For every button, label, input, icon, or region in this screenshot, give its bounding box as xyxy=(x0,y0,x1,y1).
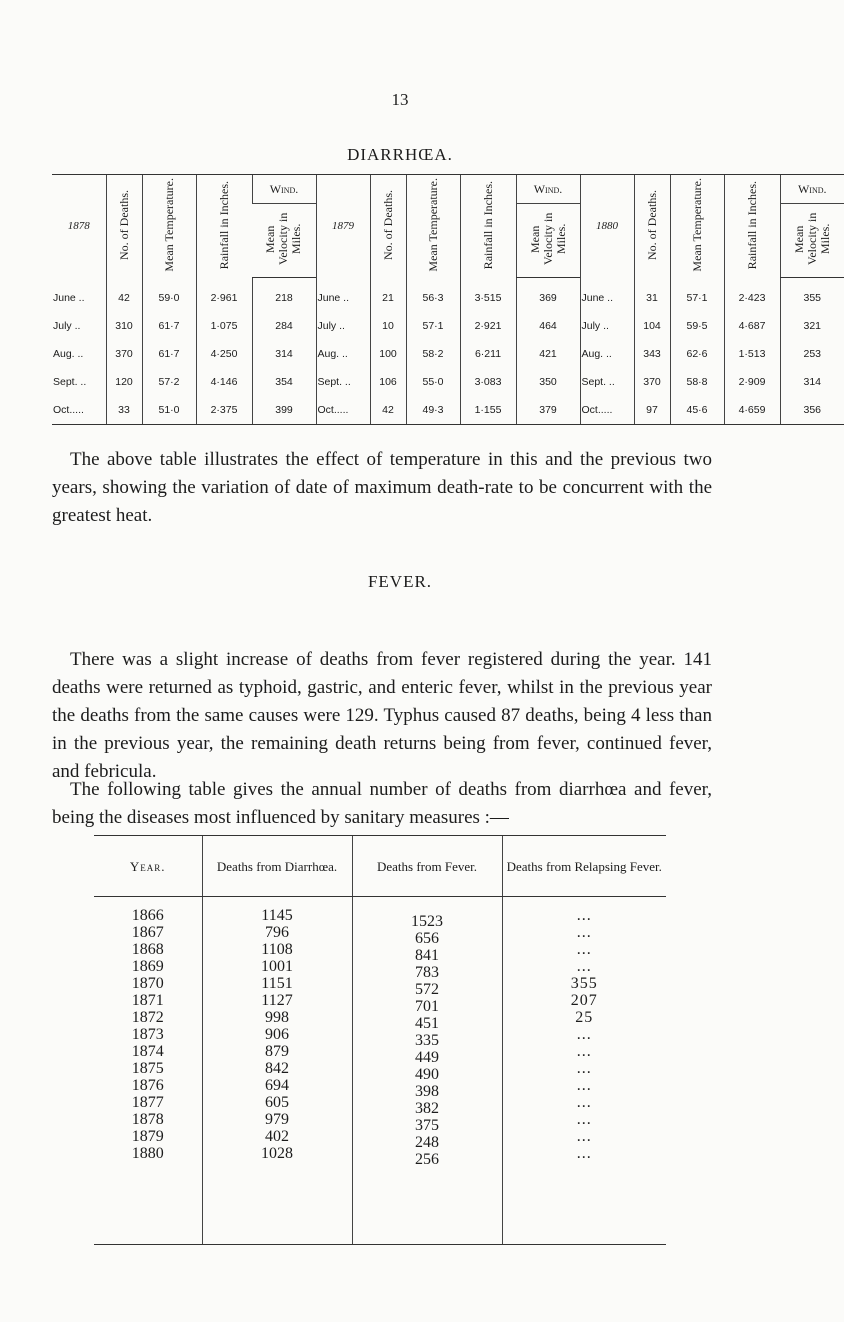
deaths-cell: 42 xyxy=(370,396,406,425)
table-cell: 605 xyxy=(265,1094,289,1111)
wind-velocity-cell: 369 xyxy=(516,278,580,313)
month-cell: Aug. .. xyxy=(316,340,370,368)
table-cell: 248 xyxy=(415,1134,439,1151)
table-cell: 783 xyxy=(415,964,439,981)
table-cell: 841 xyxy=(415,947,439,964)
wind-velocity-cell: 253 xyxy=(780,340,844,368)
rainfall-cell: 2·423 xyxy=(724,278,780,313)
column-header: Mean Temperature. xyxy=(406,175,460,278)
temperature-cell: 62·6 xyxy=(670,340,724,368)
table-cell: ... xyxy=(576,1111,592,1128)
wind-velocity-cell: 350 xyxy=(516,368,580,396)
section-title-diarrhoea: DIARRHŒA. xyxy=(347,145,453,164)
table-cell: 1877 xyxy=(131,1094,164,1111)
table-cell: 1108 xyxy=(261,941,293,958)
table-cell: 1874 xyxy=(131,1043,164,1060)
header-fever: Deaths from Fever. xyxy=(352,836,502,897)
table-cell: 207 xyxy=(570,992,598,1009)
wind-header: Wind. xyxy=(780,175,844,204)
wind-velocity-cell: 399 xyxy=(252,396,316,425)
table-row xyxy=(52,278,844,313)
table-cell: 382 xyxy=(415,1100,439,1117)
year-column xyxy=(94,897,202,1245)
column-header: No. of Deaths. xyxy=(634,175,670,278)
table-cell: ... xyxy=(576,941,592,958)
table-cell: 355 xyxy=(570,975,598,992)
table-row xyxy=(52,396,844,425)
page-number: 13 xyxy=(391,90,409,109)
column-header: Rainfall in Inches. xyxy=(460,175,516,278)
table-cell: 1870 xyxy=(131,975,164,992)
diarrhoea-column xyxy=(202,897,352,1245)
table-cell: 1866 xyxy=(131,907,164,924)
deaths-cell: 42 xyxy=(106,278,142,313)
deaths-cell: 104 xyxy=(634,312,670,340)
table-cell: 879 xyxy=(265,1043,289,1060)
paragraph-table-intro: The following table gives the annual number of deaths from diarrhœa and fever, being the diseases most influenced by sanitary measures :— xyxy=(52,779,712,828)
wind-header: Wind. xyxy=(252,175,316,204)
rainfall-cell: 2·961 xyxy=(196,278,252,313)
month-cell: Oct..... xyxy=(52,396,106,425)
wind-header: Wind. xyxy=(516,175,580,204)
wind-velocity-cell: 314 xyxy=(780,368,844,396)
table-cell: ... xyxy=(576,1060,592,1077)
column-header: No. of Deaths. xyxy=(370,175,406,278)
table-cell: 256 xyxy=(415,1151,439,1168)
wind-velocity-cell: 354 xyxy=(252,368,316,396)
wind-velocity-cell: 464 xyxy=(516,312,580,340)
column-header: Mean Temperature. xyxy=(670,175,724,278)
wind-velocity-cell: 356 xyxy=(780,396,844,425)
month-cell: July .. xyxy=(316,312,370,340)
table-cell: 449 xyxy=(415,1049,439,1066)
table-cell: 1868 xyxy=(131,941,164,958)
wind-velocity-header: Mean Velocity in Miles. xyxy=(252,204,316,278)
month-cell: June .. xyxy=(316,278,370,313)
table-cell: 402 xyxy=(265,1128,289,1145)
column-header: No. of Deaths. xyxy=(106,175,142,278)
rainfall-cell: 1·075 xyxy=(196,312,252,340)
table-cell: 1872 xyxy=(131,1009,164,1026)
column-header: Rainfall in Inches. xyxy=(724,175,780,278)
fever-column xyxy=(352,897,502,1245)
deaths-cell: 21 xyxy=(370,278,406,313)
table-cell: 906 xyxy=(265,1026,289,1043)
table-cell: 1145 xyxy=(261,907,293,924)
deaths-cell: 310 xyxy=(106,312,142,340)
table-cell: 25 xyxy=(575,1009,594,1026)
month-cell: Sept. .. xyxy=(53,376,87,388)
deaths-cell: 106 xyxy=(370,368,406,396)
temperature-cell: 61·7 xyxy=(142,340,196,368)
table-cell: 1873 xyxy=(131,1026,164,1043)
month-cell: Aug. .. xyxy=(580,340,634,368)
temperature-cell: 57·1 xyxy=(406,312,460,340)
table-cell: 1001 xyxy=(261,958,293,975)
month-cell: Sept. .. xyxy=(316,368,370,396)
rainfall-cell: 4·250 xyxy=(196,340,252,368)
column-header: Mean Temperature. xyxy=(142,175,196,278)
month-cell: June .. xyxy=(53,291,85,304)
temperature-cell: 56·3 xyxy=(406,278,460,313)
rainfall-cell: 2·375 xyxy=(196,396,252,425)
rainfall-cell: 6·211 xyxy=(460,340,516,368)
table-cell: ... xyxy=(576,1094,592,1111)
wind-velocity-header: Mean Velocity in Miles. xyxy=(780,204,844,278)
table-cell: ... xyxy=(576,1026,592,1043)
table-cell: 375 xyxy=(415,1117,439,1134)
table-cell: 490 xyxy=(415,1066,439,1083)
table-cell: 1871 xyxy=(131,992,164,1009)
rainfall-cell: 1·155 xyxy=(460,396,516,425)
temperature-cell: 57·1 xyxy=(670,278,724,313)
month-cell: July .. xyxy=(53,320,81,332)
table-cell: 1151 xyxy=(261,975,293,992)
table-cell: ... xyxy=(576,924,592,941)
rainfall-cell: 3·083 xyxy=(460,368,516,396)
table-cell: 1876 xyxy=(131,1077,164,1094)
wind-velocity-header: Mean Velocity in Miles. xyxy=(516,204,580,278)
table-cell: 451 xyxy=(415,1015,439,1032)
rainfall-cell: 2·921 xyxy=(460,312,516,340)
table-cell: ... xyxy=(576,1128,592,1145)
table-cell: 998 xyxy=(265,1009,289,1026)
temperature-cell: 58·8 xyxy=(670,368,724,396)
year-header-2: 1880 xyxy=(580,175,634,278)
rainfall-cell: 2·909 xyxy=(724,368,780,396)
month-cell: Oct..... xyxy=(316,396,370,425)
section-title-fever: FEVER. xyxy=(367,572,433,591)
temperature-cell: 45·6 xyxy=(670,396,724,425)
table-cell: 335 xyxy=(415,1032,439,1049)
table-cell: 572 xyxy=(415,981,439,998)
table-cell: 656 xyxy=(415,930,439,947)
deaths-cell: 31 xyxy=(634,278,670,313)
header-relapsing-fever: Deaths from Relapsing Fever. xyxy=(502,836,666,897)
temperature-cell: 55·0 xyxy=(406,368,460,396)
month-cell: July .. xyxy=(580,312,634,340)
month-cell: Sept. .. xyxy=(580,368,634,396)
wind-velocity-cell: 321 xyxy=(780,312,844,340)
table-cell: 1127 xyxy=(261,992,293,1009)
rainfall-cell: 3·515 xyxy=(460,278,516,313)
header-diarrhoea: Deaths from Diarrhœa. xyxy=(202,836,352,897)
table-cell: 1879 xyxy=(131,1128,164,1145)
relapsing-fever-column xyxy=(502,897,666,1245)
deaths-cell: 100 xyxy=(370,340,406,368)
deaths-cell: 97 xyxy=(634,396,670,425)
temperature-cell: 61·7 xyxy=(142,312,196,340)
table-cell: 796 xyxy=(265,924,289,941)
header-year: Year. xyxy=(94,836,202,897)
month-cell: Aug. .. xyxy=(53,348,84,360)
wind-velocity-cell: 379 xyxy=(516,396,580,425)
year-header-0: 1878 xyxy=(52,175,106,278)
table-cell: ... xyxy=(576,1145,592,1162)
deaths-cell: 370 xyxy=(106,340,142,368)
table-cell: ... xyxy=(576,1077,592,1094)
deaths-cell: 33 xyxy=(106,396,142,425)
table-cell: 842 xyxy=(265,1060,289,1077)
table-cell: 694 xyxy=(265,1077,289,1094)
temperature-cell: 51·0 xyxy=(142,396,196,425)
wind-velocity-cell: 284 xyxy=(252,312,316,340)
deaths-cell: 343 xyxy=(634,340,670,368)
month-cell: June .. xyxy=(580,278,634,313)
table-cell: 398 xyxy=(415,1083,439,1100)
rainfall-cell: 1·513 xyxy=(724,340,780,368)
wind-velocity-cell: 314 xyxy=(252,340,316,368)
paragraph-temperature-effect: The above table illustrates the effect of temperature in this and the previous two years, showing the variation of date of maximum death-rate to be concurrent with the greatest heat. xyxy=(52,449,712,526)
wind-velocity-cell: 421 xyxy=(516,340,580,368)
annual-deaths-table xyxy=(94,835,666,1245)
temperature-cell: 59·0 xyxy=(142,278,196,313)
column-header: Rainfall in Inches. xyxy=(196,175,252,278)
temperature-cell: 59·5 xyxy=(670,312,724,340)
table-cell: 1523 xyxy=(411,913,443,930)
temperature-cell: 49·3 xyxy=(406,396,460,425)
table-cell: 979 xyxy=(265,1111,289,1128)
deaths-cell: 10 xyxy=(370,312,406,340)
table-cell: 1875 xyxy=(131,1060,164,1077)
temperature-cell: 58·2 xyxy=(406,340,460,368)
table-cell: ... xyxy=(576,958,592,975)
table-cell: 1867 xyxy=(131,924,164,941)
wind-velocity-cell: 355 xyxy=(780,278,844,313)
rainfall-cell: 4·146 xyxy=(196,368,252,396)
rainfall-cell: 4·659 xyxy=(724,396,780,425)
year-header-1: 1879 xyxy=(316,175,370,278)
table-cell: ... xyxy=(576,907,592,924)
month-cell: Oct..... xyxy=(580,396,634,425)
table-cell: 1878 xyxy=(131,1111,164,1128)
table-cell: 1028 xyxy=(261,1145,293,1162)
temperature-cell: 57·2 xyxy=(142,368,196,396)
table-row xyxy=(52,312,844,340)
paragraph-fever-deaths: There was a slight increase of deaths from fever registered during the year. 141 deaths were returned as typhoid, gastric, and enteric fever, whilst in the previous year the deaths from the same causes were 129. Typhus caused 87 deaths, being 4 less than in the previous year, the remaining death returns being from fever, continued fever, and febricula. xyxy=(52,649,712,782)
table-cell: 1880 xyxy=(131,1145,164,1162)
table-row xyxy=(52,340,844,368)
table-cell: 701 xyxy=(415,998,439,1015)
table-cell: 1869 xyxy=(131,958,164,975)
table-cell: ... xyxy=(576,1043,592,1060)
deaths-cell: 120 xyxy=(106,368,142,396)
table-row xyxy=(52,368,844,396)
wind-velocity-cell: 218 xyxy=(252,278,316,313)
rainfall-cell: 4·687 xyxy=(724,312,780,340)
weather-deaths-table xyxy=(52,174,844,425)
deaths-cell: 370 xyxy=(634,368,670,396)
